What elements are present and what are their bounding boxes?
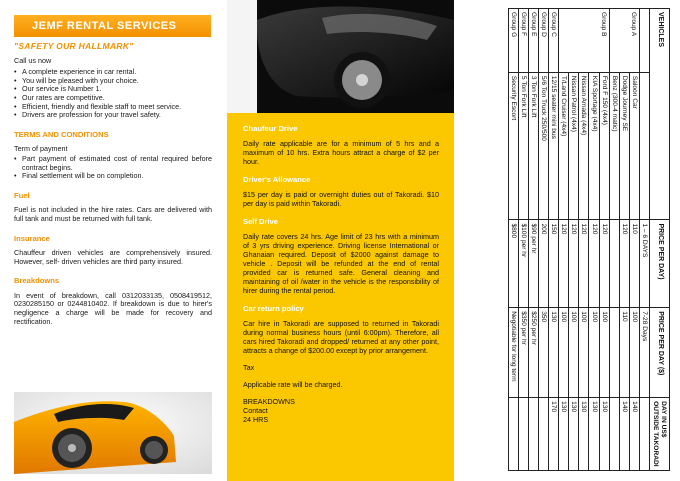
table-row <box>619 9 629 471</box>
price-1-6-cell: 120 <box>619 220 629 308</box>
price-1-6-cell: 120 <box>599 220 609 308</box>
group-cell <box>639 9 649 73</box>
fuel-heading: Fuel <box>14 190 30 200</box>
list-item: • Drivers are profession for your travel safety. <box>14 110 161 120</box>
group-cell <box>579 9 589 73</box>
table-row <box>518 9 528 471</box>
price-1-6-cell: 110 <box>629 220 639 308</box>
price-1-6-cell: 1 – 6 DAYS <box>639 220 649 308</box>
table-row <box>579 9 589 471</box>
chauffeur-text: Daily rate applicable are for a minimum of 5 hrs and a maximum of 10 hrs. Extra hours attract a charge of $2 per hour. <box>243 139 439 166</box>
table-row <box>528 9 538 471</box>
day-outside-cell: 130 <box>589 398 599 471</box>
list-item: • Our rates are competitive. <box>14 92 105 102</box>
right-panel <box>454 0 680 481</box>
day-outside-cell: 130 <box>579 398 589 471</box>
table-row <box>599 9 609 471</box>
contact-label: Contact <box>243 406 268 415</box>
group-cell <box>559 9 569 73</box>
price-7-28-cell: 130 <box>549 308 559 398</box>
fuel-text: Fuel is not included in the hire rates. Cars are delivered with full tank and must be returned with full tank. <box>14 205 212 223</box>
header-price-1-6: PRICE PER DAY) <box>650 220 670 308</box>
group-cell: Group G <box>508 9 518 73</box>
price-7-28-cell: 100 <box>589 308 599 398</box>
group-cell <box>589 9 599 73</box>
terms-section <box>14 131 212 181</box>
price-7-28-cell: $350 per hr <box>518 308 528 398</box>
vehicle-cell: 5/6 Ton Truck 250/500 <box>538 72 548 220</box>
price-1-6-cell: $90 per hr <box>528 220 538 308</box>
allowance-text: $15 per day is paid or overnight duties out of Takoradi. $10 per day is paid within Takoradi. <box>243 190 439 208</box>
insurance-text: Chauffeur driven vehicles are comprehensively insured. However, self- driven vehicles are third party insured. <box>14 248 212 266</box>
header-price-7-28: PRICE PER DAY ($) <box>650 308 670 398</box>
list-item: • Our service is Number 1. <box>14 84 102 94</box>
table-row <box>589 9 599 471</box>
group-cell: Group C <box>549 9 559 73</box>
company-title: JEMF RENTAL SERVICES <box>14 15 211 37</box>
price-7-28-cell: 100 <box>579 308 589 398</box>
allowance-heading: Driver's Allowance <box>243 175 311 184</box>
day-outside-cell: 130 <box>559 398 569 471</box>
vehicle-cell: 5 Ton Fork Lift <box>518 72 528 220</box>
orange-sports-car-image <box>14 392 212 474</box>
table-row <box>569 9 579 471</box>
rotated-table-wrapper <box>454 0 680 481</box>
vehicle-cell: KIA Sportage (4x4) <box>589 72 599 220</box>
price-1-6-cell: 150 <box>549 220 559 308</box>
day-outside-cell: 140 <box>619 398 629 471</box>
day-outside-cell <box>528 398 538 471</box>
price-1-6-cell: $800 <box>508 220 518 308</box>
price-7-28-cell: 100 <box>629 308 639 398</box>
black-sedan-image <box>227 0 454 113</box>
price-1-6-cell: 120 <box>569 220 579 308</box>
breakdowns-label: BREAKDOWNS <box>243 397 295 406</box>
table-row <box>508 9 518 471</box>
self-drive-text: Daily rate covers 24 hrs. Age limit of 23 hrs with a minimum of 3 yrs driving experience. Driving license International or Ghanaian required. Deposit of $2000 against damage to vehicle . Deposit will be refunded at the end of rental provided car is returned safe. General cleaning and maintaining of oil /water in the vehicle is the responsibility of hirer during the rental period. <box>243 232 439 295</box>
price-7-28-cell: 350 <box>538 308 548 398</box>
price-1-6-cell: $100 per hr <box>518 220 528 308</box>
applicable-rate-text: Applicable rate will be charged. <box>243 380 343 389</box>
vehicle-cell: Dodge Journey SE <box>619 72 629 220</box>
middle-content <box>243 124 439 424</box>
terms-intro: Term of payment <box>14 144 68 154</box>
vehicle-cell: T/Land Cruiser (4x4) <box>559 72 569 220</box>
price-7-28-cell: 110 <box>619 308 629 398</box>
call-us-text: Call us now <box>14 55 52 65</box>
price-7-28-cell: 100 <box>569 308 579 398</box>
group-cell <box>569 9 579 73</box>
fuel-section <box>14 192 212 224</box>
vehicle-cell: Ford F 150 (4x4) <box>599 72 609 220</box>
group-cell <box>619 9 629 73</box>
breakdowns-heading: Breakdowns <box>14 276 60 286</box>
hours-label: 24 HRS <box>243 415 269 424</box>
day-outside-cell: 140 <box>629 398 639 471</box>
group-cell: Group B <box>599 9 609 73</box>
return-policy-text: Car hire in Takoradi are supposed to returned in Takoradi during normal business hours (until 6:00pm). Therefore, all cars hired Takoradi and dropped/ returned at any other point, attracts a change of $200.00 except by prior arrangement. <box>243 319 439 355</box>
list-item: • You will be pleased with your choice. <box>14 75 139 85</box>
left-content <box>14 42 212 326</box>
price-table <box>508 8 670 471</box>
price-7-28-cell: Negotiable for long term <box>508 308 518 398</box>
day-outside-cell <box>538 398 548 471</box>
slogan: "SAFETY OUR HALLMARK" <box>14 41 134 51</box>
day-outside-cell: 130 <box>599 398 609 471</box>
breakdowns-text: In event of breakdown, call 0312033135, 0508419512, 0230285150 or 0244810402. If breakdown is due to hirer's negligence a charge will be made for recovery and rectification. <box>14 290 212 326</box>
insurance-heading: Insurance <box>14 233 50 243</box>
group-cell: Group D <box>538 9 548 73</box>
price-1-6-cell <box>609 220 619 308</box>
day-outside-cell <box>609 398 619 471</box>
day-outside-cell: 170 <box>549 398 559 471</box>
list-item: • Efficient, friendly and flexible staff to meet service. <box>14 101 182 111</box>
header-day-outside: DAY IN US$ OUTSIDE TAKORADI <box>650 398 670 471</box>
day-outside-cell <box>508 398 518 471</box>
group-cell <box>609 9 619 73</box>
price-1-6-cell: 120 <box>589 220 599 308</box>
vehicle-cell: Benz (300-4 matic) <box>609 72 619 220</box>
tax-label: Tax <box>243 363 255 372</box>
vehicle-cell: Nissan Patrol (4x4) <box>569 72 579 220</box>
chauffeur-heading: Chaufeur Drive <box>243 124 298 133</box>
vehicle-cell: 12/15 seater mini bus <box>549 72 559 220</box>
price-7-28-cell: 100 <box>599 308 609 398</box>
day-outside-cell <box>518 398 528 471</box>
price-7-28-cell: $250 per hr <box>528 308 538 398</box>
self-drive-heading: Self Drive <box>243 217 279 226</box>
left-panel <box>0 0 227 481</box>
group-cell: Group A <box>629 9 639 73</box>
table-row <box>609 9 619 471</box>
header-vehicles: VEHICLES <box>650 9 670 220</box>
table-row <box>639 9 649 471</box>
vehicle-cell: 3 Ton Fork Lift <box>528 72 538 220</box>
breakdowns-section <box>14 277 212 326</box>
vehicle-cell: Security Escort <box>508 72 518 220</box>
list-item: • Final settlement will be on completion. <box>14 171 144 181</box>
table-row <box>549 9 559 471</box>
day-outside-cell <box>639 398 649 471</box>
middle-panel <box>227 0 454 481</box>
vehicle-cell: Saloon Car <box>629 72 639 220</box>
price-7-28-cell: 7-28 Days <box>639 308 649 398</box>
price-1-6-cell: 120 <box>579 220 589 308</box>
day-outside-cell: 130 <box>569 398 579 471</box>
table-header-row <box>650 9 670 471</box>
price-7-28-cell <box>609 308 619 398</box>
price-1-6-cell: 200 <box>538 220 548 308</box>
return-policy-heading: Car return policy <box>243 304 304 313</box>
group-cell: Group E <box>528 9 538 73</box>
table-row <box>629 9 639 471</box>
price-7-28-cell: 100 <box>559 308 569 398</box>
vehicle-cell <box>639 72 649 220</box>
terms-heading: TERMS AND CONDITIONS <box>14 129 109 139</box>
group-cell: Group F <box>518 9 528 73</box>
list-item: • A complete experience in car rental. <box>14 67 137 77</box>
price-1-6-cell: 120 <box>559 220 569 308</box>
table-row <box>538 9 548 471</box>
insurance-section <box>14 235 212 267</box>
table-row <box>559 9 569 471</box>
features-list <box>14 68 212 120</box>
list-item: • Part payment of estimated cost of rental required before contract begins. <box>14 153 212 172</box>
vehicle-cell: Nissan Amada (4x4) <box>579 72 589 220</box>
